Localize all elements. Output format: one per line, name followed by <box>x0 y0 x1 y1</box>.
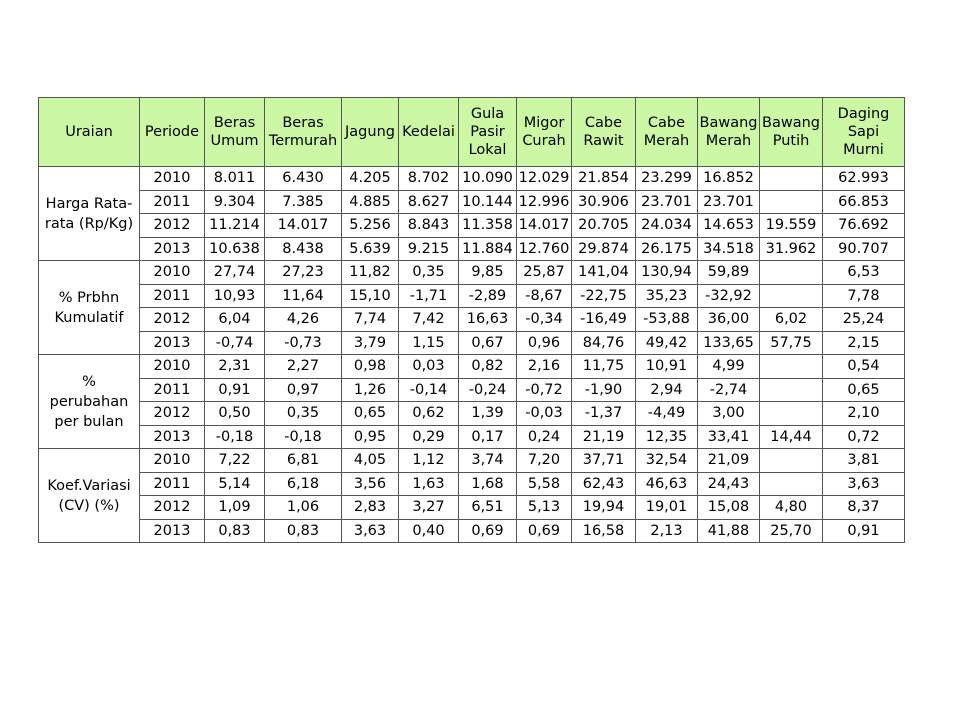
value-cell: 21,19 <box>572 425 636 449</box>
value-cell <box>760 355 823 379</box>
value-cell: 10.090 <box>459 167 517 191</box>
period-cell: 2011 <box>140 190 205 214</box>
value-cell: 15,10 <box>342 284 399 308</box>
value-cell: 10,91 <box>636 355 698 379</box>
period-cell: 2013 <box>140 331 205 355</box>
value-cell: -2,89 <box>459 284 517 308</box>
value-cell: -0,34 <box>517 308 572 332</box>
value-cell: 1,68 <box>459 472 517 496</box>
value-cell: -53,88 <box>636 308 698 332</box>
value-cell: 30.906 <box>572 190 636 214</box>
table-row <box>39 308 905 332</box>
row-group-label: Harga Rata- rata (Rp/Kg) <box>39 167 140 261</box>
value-cell: 0,65 <box>342 402 399 426</box>
table-body <box>39 167 905 543</box>
value-cell: 84,76 <box>572 331 636 355</box>
value-cell: 16,63 <box>459 308 517 332</box>
value-cell: -16,49 <box>572 308 636 332</box>
value-cell: 32,54 <box>636 449 698 473</box>
value-cell: 76.692 <box>823 214 905 238</box>
value-cell: 6,81 <box>265 449 342 473</box>
value-cell: 25,24 <box>823 308 905 332</box>
table-row <box>39 190 905 214</box>
value-cell: 20.705 <box>572 214 636 238</box>
column-header: Beras Termurah <box>265 98 342 167</box>
value-cell: 11.214 <box>205 214 265 238</box>
value-cell: 7,20 <box>517 449 572 473</box>
value-cell: 2,13 <box>636 519 698 543</box>
value-cell: 141,04 <box>572 261 636 285</box>
column-header: Bawang Putih <box>760 98 823 167</box>
value-cell: 2,31 <box>205 355 265 379</box>
value-cell: 7,78 <box>823 284 905 308</box>
value-cell: 3,74 <box>459 449 517 473</box>
value-cell: 66.853 <box>823 190 905 214</box>
value-cell: 5,58 <box>517 472 572 496</box>
value-cell: 90.707 <box>823 237 905 261</box>
column-header: Kedelai <box>399 98 459 167</box>
value-cell: 24,43 <box>698 472 760 496</box>
value-cell: 1,09 <box>205 496 265 520</box>
value-cell: 27,74 <box>205 261 265 285</box>
value-cell: -32,92 <box>698 284 760 308</box>
value-cell: 2,16 <box>517 355 572 379</box>
value-cell: 1,15 <box>399 331 459 355</box>
value-cell: 5.639 <box>342 237 399 261</box>
value-cell: 16,58 <box>572 519 636 543</box>
value-cell: 29.874 <box>572 237 636 261</box>
value-cell: 14.653 <box>698 214 760 238</box>
column-header: Cabe Merah <box>636 98 698 167</box>
value-cell: 19,01 <box>636 496 698 520</box>
value-cell: 11,82 <box>342 261 399 285</box>
value-cell: 14.017 <box>265 214 342 238</box>
value-cell: 0,35 <box>265 402 342 426</box>
value-cell: 10,93 <box>205 284 265 308</box>
value-cell: -22,75 <box>572 284 636 308</box>
value-cell: 0,97 <box>265 378 342 402</box>
value-cell: 8.438 <box>265 237 342 261</box>
value-cell: 57,75 <box>760 331 823 355</box>
value-cell: 12.760 <box>517 237 572 261</box>
value-cell: 12.996 <box>517 190 572 214</box>
value-cell: 7,42 <box>399 308 459 332</box>
period-cell: 2013 <box>140 519 205 543</box>
value-cell: 6.430 <box>265 167 342 191</box>
column-header: Migor Curah <box>517 98 572 167</box>
value-cell: 62,43 <box>572 472 636 496</box>
period-cell: 2012 <box>140 214 205 238</box>
value-cell: 4.205 <box>342 167 399 191</box>
value-cell: 23.701 <box>698 190 760 214</box>
value-cell: 23.701 <box>636 190 698 214</box>
value-cell: 7,22 <box>205 449 265 473</box>
value-cell: 4,99 <box>698 355 760 379</box>
value-cell: 0,83 <box>205 519 265 543</box>
table-row <box>39 237 905 261</box>
value-cell: 10.144 <box>459 190 517 214</box>
value-cell: 2,27 <box>265 355 342 379</box>
value-cell: 14,44 <box>760 425 823 449</box>
value-cell: 0,24 <box>517 425 572 449</box>
value-cell: 130,94 <box>636 261 698 285</box>
table-row <box>39 425 905 449</box>
value-cell: 0,95 <box>342 425 399 449</box>
value-cell: -0,18 <box>265 425 342 449</box>
value-cell: 8,37 <box>823 496 905 520</box>
value-cell: 0,03 <box>399 355 459 379</box>
value-cell: 0,50 <box>205 402 265 426</box>
value-cell <box>760 402 823 426</box>
column-header: Bawang Merah <box>698 98 760 167</box>
value-cell: 0,96 <box>517 331 572 355</box>
value-cell: 0,40 <box>399 519 459 543</box>
value-cell: 19.559 <box>760 214 823 238</box>
value-cell: 133,65 <box>698 331 760 355</box>
value-cell: 0,62 <box>399 402 459 426</box>
value-cell: 3,00 <box>698 402 760 426</box>
table-row <box>39 519 905 543</box>
period-cell: 2012 <box>140 308 205 332</box>
value-cell: 6,18 <box>265 472 342 496</box>
value-cell: 2,10 <box>823 402 905 426</box>
column-header: Periode <box>140 98 205 167</box>
value-cell: 10.638 <box>205 237 265 261</box>
value-cell: 3,63 <box>823 472 905 496</box>
value-cell <box>760 261 823 285</box>
period-cell: 2012 <box>140 402 205 426</box>
period-cell: 2013 <box>140 237 205 261</box>
value-cell: 0,29 <box>399 425 459 449</box>
value-cell: 4,26 <box>265 308 342 332</box>
value-cell: 0,91 <box>205 378 265 402</box>
table-row <box>39 331 905 355</box>
value-cell: 0,67 <box>459 331 517 355</box>
value-cell: 6,53 <box>823 261 905 285</box>
value-cell: 4,05 <box>342 449 399 473</box>
value-cell: 0,69 <box>517 519 572 543</box>
value-cell: 12,35 <box>636 425 698 449</box>
value-cell: 7,74 <box>342 308 399 332</box>
value-cell: 5.256 <box>342 214 399 238</box>
value-cell: 3,56 <box>342 472 399 496</box>
value-cell: 7.385 <box>265 190 342 214</box>
value-cell <box>760 167 823 191</box>
table-row <box>39 214 905 238</box>
value-cell: 1,06 <box>265 496 342 520</box>
value-cell: 24.034 <box>636 214 698 238</box>
value-cell: 2,15 <box>823 331 905 355</box>
row-group-label: % Prbhn Kumulatif <box>39 261 140 355</box>
value-cell <box>760 472 823 496</box>
value-cell: 14.017 <box>517 214 572 238</box>
value-cell: 59,89 <box>698 261 760 285</box>
value-cell: 9.304 <box>205 190 265 214</box>
value-cell: 1,63 <box>399 472 459 496</box>
value-cell: -4,49 <box>636 402 698 426</box>
value-cell: 11.358 <box>459 214 517 238</box>
column-header: Daging Sapi Murni <box>823 98 905 167</box>
value-cell <box>760 378 823 402</box>
value-cell: 3,81 <box>823 449 905 473</box>
value-cell: 1,26 <box>342 378 399 402</box>
value-cell: 0,72 <box>823 425 905 449</box>
value-cell: 36,00 <box>698 308 760 332</box>
value-cell: 21,09 <box>698 449 760 473</box>
column-header: Gula Pasir Lokal <box>459 98 517 167</box>
value-cell: 5,13 <box>517 496 572 520</box>
value-cell <box>760 449 823 473</box>
value-cell: 1,39 <box>459 402 517 426</box>
value-cell: -0,18 <box>205 425 265 449</box>
value-cell: 11.884 <box>459 237 517 261</box>
value-cell: 8.011 <box>205 167 265 191</box>
value-cell: 9,85 <box>459 261 517 285</box>
value-cell: -0,74 <box>205 331 265 355</box>
period-cell: 2010 <box>140 261 205 285</box>
value-cell: -8,67 <box>517 284 572 308</box>
value-cell: 2,94 <box>636 378 698 402</box>
value-cell: 15,08 <box>698 496 760 520</box>
value-cell: 3,63 <box>342 519 399 543</box>
value-cell: -0,24 <box>459 378 517 402</box>
table-row <box>39 472 905 496</box>
value-cell: 4,80 <box>760 496 823 520</box>
value-cell: 6,04 <box>205 308 265 332</box>
column-header: Cabe Rawit <box>572 98 636 167</box>
column-header: Beras Umum <box>205 98 265 167</box>
value-cell: 8.843 <box>399 214 459 238</box>
period-cell: 2013 <box>140 425 205 449</box>
price-statistics-table <box>38 97 905 543</box>
value-cell: 0,82 <box>459 355 517 379</box>
value-cell <box>760 190 823 214</box>
value-cell: 8.702 <box>399 167 459 191</box>
period-cell: 2010 <box>140 449 205 473</box>
value-cell: 62.993 <box>823 167 905 191</box>
value-cell: -0,73 <box>265 331 342 355</box>
value-cell: -2,74 <box>698 378 760 402</box>
table-row <box>39 261 905 285</box>
value-cell: 0,98 <box>342 355 399 379</box>
table-row <box>39 402 905 426</box>
value-cell: -1,71 <box>399 284 459 308</box>
value-cell: 9.215 <box>399 237 459 261</box>
table-row <box>39 355 905 379</box>
value-cell: 0,54 <box>823 355 905 379</box>
value-cell: 25,70 <box>760 519 823 543</box>
table-row <box>39 378 905 402</box>
value-cell: 49,42 <box>636 331 698 355</box>
value-cell: 0,69 <box>459 519 517 543</box>
value-cell: 3,79 <box>342 331 399 355</box>
table-row <box>39 449 905 473</box>
period-cell: 2011 <box>140 378 205 402</box>
value-cell: -1,37 <box>572 402 636 426</box>
value-cell: 3,27 <box>399 496 459 520</box>
value-cell: 27,23 <box>265 261 342 285</box>
header-row <box>39 98 905 167</box>
value-cell: 0,91 <box>823 519 905 543</box>
period-cell: 2011 <box>140 284 205 308</box>
column-header: Uraian <box>39 98 140 167</box>
row-group-label: Koef.Variasi (CV) (%) <box>39 449 140 543</box>
value-cell: 0,83 <box>265 519 342 543</box>
value-cell <box>760 284 823 308</box>
value-cell: 5,14 <box>205 472 265 496</box>
value-cell: 11,75 <box>572 355 636 379</box>
value-cell: 26.175 <box>636 237 698 261</box>
value-cell: -1,90 <box>572 378 636 402</box>
value-cell: 21.854 <box>572 167 636 191</box>
value-cell: 31.962 <box>760 237 823 261</box>
period-cell: 2011 <box>140 472 205 496</box>
value-cell: 0,17 <box>459 425 517 449</box>
value-cell: 23.299 <box>636 167 698 191</box>
value-cell: 0,65 <box>823 378 905 402</box>
value-cell: 11,64 <box>265 284 342 308</box>
value-cell: 1,12 <box>399 449 459 473</box>
value-cell: 0,35 <box>399 261 459 285</box>
column-header: Jagung <box>342 98 399 167</box>
value-cell: -0,14 <box>399 378 459 402</box>
period-cell: 2012 <box>140 496 205 520</box>
value-cell: 2,83 <box>342 496 399 520</box>
period-cell: 2010 <box>140 355 205 379</box>
table-row <box>39 284 905 308</box>
value-cell: 6,51 <box>459 496 517 520</box>
value-cell: -0,03 <box>517 402 572 426</box>
value-cell: 35,23 <box>636 284 698 308</box>
value-cell: 8.627 <box>399 190 459 214</box>
value-cell: -0,72 <box>517 378 572 402</box>
value-cell: 6,02 <box>760 308 823 332</box>
value-cell: 16.852 <box>698 167 760 191</box>
value-cell: 4.885 <box>342 190 399 214</box>
value-cell: 25,87 <box>517 261 572 285</box>
value-cell: 33,41 <box>698 425 760 449</box>
value-cell: 12.029 <box>517 167 572 191</box>
value-cell: 19,94 <box>572 496 636 520</box>
value-cell: 41,88 <box>698 519 760 543</box>
period-cell: 2010 <box>140 167 205 191</box>
value-cell: 34.518 <box>698 237 760 261</box>
table-row <box>39 496 905 520</box>
row-group-label: % perubahan per bulan <box>39 355 140 449</box>
value-cell: 37,71 <box>572 449 636 473</box>
value-cell: 46,63 <box>636 472 698 496</box>
table-row <box>39 167 905 191</box>
